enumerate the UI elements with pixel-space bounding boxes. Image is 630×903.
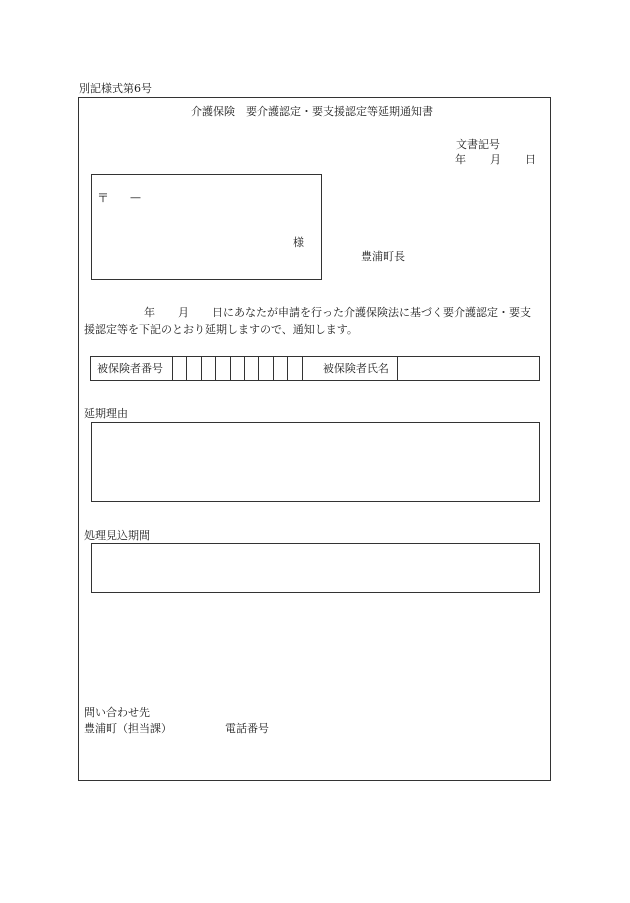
body-month: 月 xyxy=(178,306,189,319)
insured-number-label: 被保険者番号 xyxy=(91,357,173,380)
document-title: 介護保険 要介護認定・要支援認定等延期通知書 xyxy=(191,105,433,118)
body-year: 年 xyxy=(144,306,155,319)
insured-number-digit-cell[interactable] xyxy=(274,357,288,380)
insured-number-digit-cell[interactable] xyxy=(173,357,187,380)
processing-period-label: 処理見込期間 xyxy=(84,529,150,542)
document-number-label: 文書記号 xyxy=(456,138,500,151)
insured-number-digit-cell[interactable] xyxy=(303,357,317,380)
contact-phone-label: 電話番号 xyxy=(225,722,269,735)
insured-number-digit-cell[interactable] xyxy=(187,357,201,380)
delay-reason-box[interactable] xyxy=(91,422,540,502)
sender-name: 豊浦町長 xyxy=(361,250,405,263)
issue-date-day: 日 xyxy=(525,153,536,166)
insured-number-digit-cell[interactable] xyxy=(259,357,273,380)
contact-heading: 問い合わせ先 xyxy=(84,706,150,719)
insured-number-digit-cell[interactable] xyxy=(202,357,216,380)
insured-person-row xyxy=(90,356,540,381)
issue-date-year: 年 xyxy=(455,153,466,166)
processing-period-box[interactable] xyxy=(91,543,540,593)
delay-reason-label: 延期理由 xyxy=(84,407,128,420)
notification-body xyxy=(84,304,546,338)
contact-department: 豊浦町（担当課） xyxy=(84,722,172,735)
insured-name-field[interactable] xyxy=(398,357,539,380)
postal-mark: 〒 xyxy=(97,191,110,205)
insured-number-digit-cell[interactable] xyxy=(288,357,302,380)
insured-number-digit-cell[interactable] xyxy=(231,357,245,380)
body-line2: 援認定等を下記のとおり延期しますので、通知します。 xyxy=(84,323,358,336)
insured-number-digit-cell[interactable] xyxy=(245,357,259,380)
insured-number-digits xyxy=(173,357,317,380)
postal-code-dash: — xyxy=(130,191,141,204)
recipient-honorific: 様 xyxy=(293,236,304,249)
insured-number-digit-cell[interactable] xyxy=(216,357,230,380)
issue-date-month: 月 xyxy=(490,153,501,166)
form-number-label: 別記様式第6号 xyxy=(79,82,152,95)
body-line1: 日にあなたが申請を行った介護保険法に基づく要介護認定・要支 xyxy=(212,306,531,319)
recipient-address-box xyxy=(91,174,322,280)
insured-name-label: 被保険者氏名 xyxy=(317,357,398,380)
